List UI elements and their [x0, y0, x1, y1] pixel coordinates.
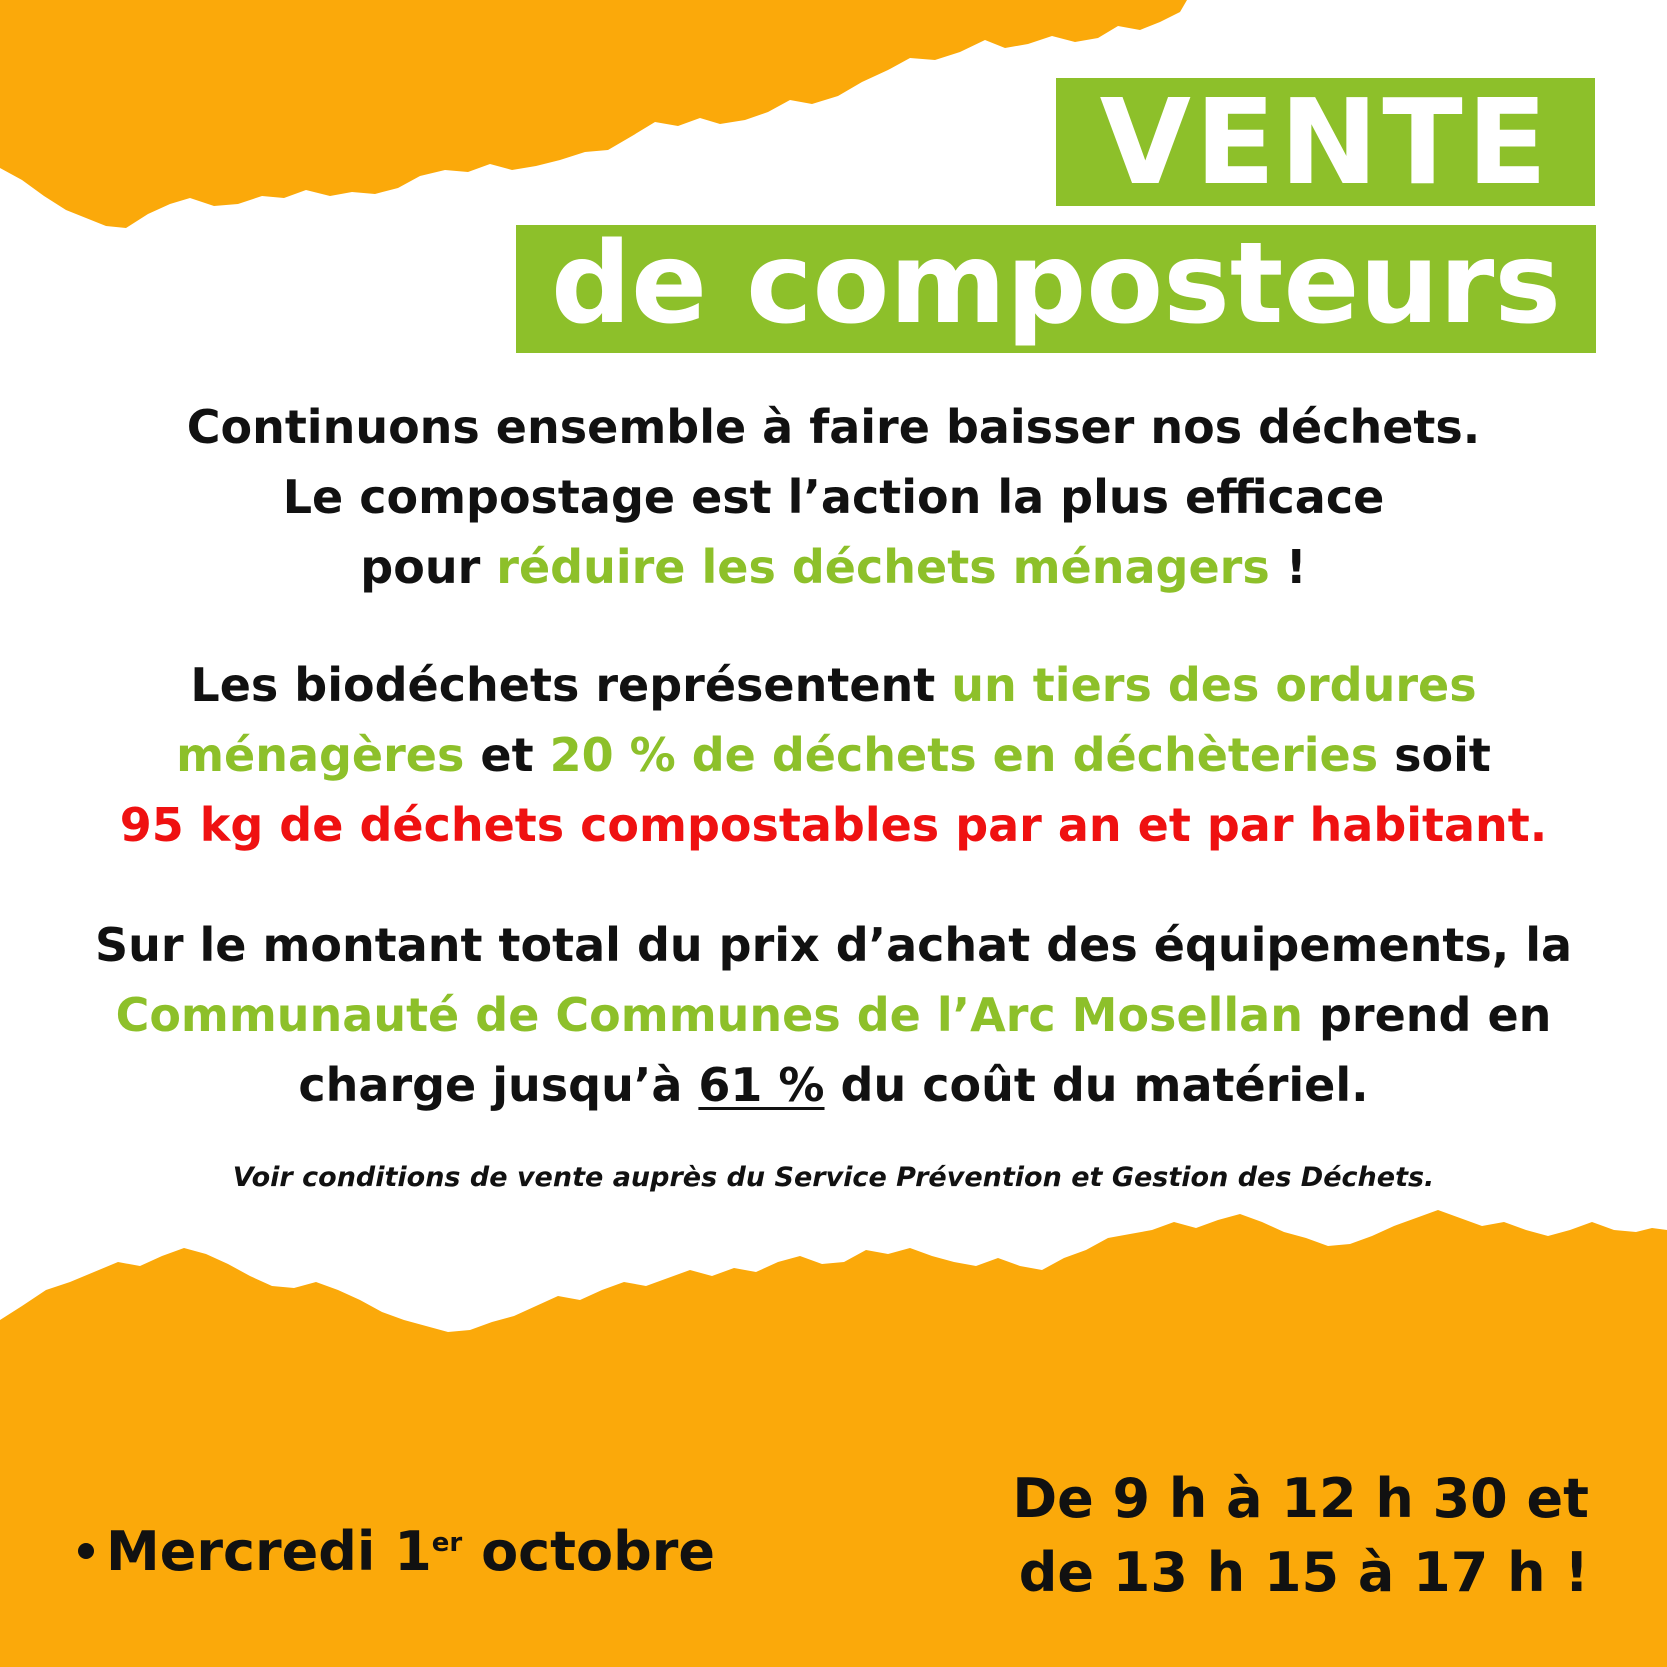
intro-line-1: Continuons ensemble à faire baisser nos déchets. [186, 400, 1481, 454]
funding-organization: Communauté de Communes de l’Arc Mosellan [115, 988, 1303, 1042]
intro-highlight: réduire les déchets ménagers [496, 540, 1270, 594]
top-torn-orange-shape [0, 0, 1187, 228]
biowaste-red-line: 95 kg de déchets compostables par an et par habitant. [119, 798, 1548, 852]
intro-line-3-prefix: pour [360, 540, 481, 594]
biowaste-highlight-2: 20 % de déchets en déchèteries [549, 728, 1379, 782]
biowaste-highlight-1: un tiers des ordures ménagères [176, 658, 1477, 782]
footnote: Voir conditions de vente auprès du Service Prévention et Gestion des Déchets. [232, 1162, 1435, 1193]
funding-percent: 61 % [698, 1058, 825, 1112]
title-de-composteurs: de composteurs [516, 225, 1596, 353]
date-superscript: er [431, 1528, 463, 1558]
event-date [78, 1508, 715, 1587]
biowaste-paragraph [40, 650, 1627, 860]
event-hours [1012, 1462, 1589, 1610]
intro-line-3-suffix: ! [1285, 540, 1307, 594]
funding-prefix: Sur le montant total du prix d’achat des équipements, la [94, 918, 1573, 972]
biowaste-prefix: Les biodéchets représentent [190, 658, 936, 712]
funding-suffix: du coût du matériel. [840, 1058, 1369, 1112]
funding-paragraph [40, 910, 1627, 1120]
intro-line-2: Le compostage est l’action la plus efficace [282, 470, 1385, 524]
biowaste-joiner: et [480, 728, 534, 782]
hours-line-2: de 13 h 15 à 17 h ! [1018, 1541, 1589, 1604]
date-suffix: octobre [481, 1520, 716, 1583]
biowaste-suffix: soit [1394, 728, 1491, 782]
intro-paragraph [40, 392, 1627, 602]
hours-line-1: De 9 h à 12 h 30 et [1012, 1467, 1589, 1530]
bullet-icon [78, 1543, 94, 1559]
funding-middle: prend en charge jusqu’à [298, 988, 1552, 1112]
date-prefix: Mercredi 1 [106, 1520, 432, 1583]
title-vente: VENTE [1056, 78, 1595, 206]
